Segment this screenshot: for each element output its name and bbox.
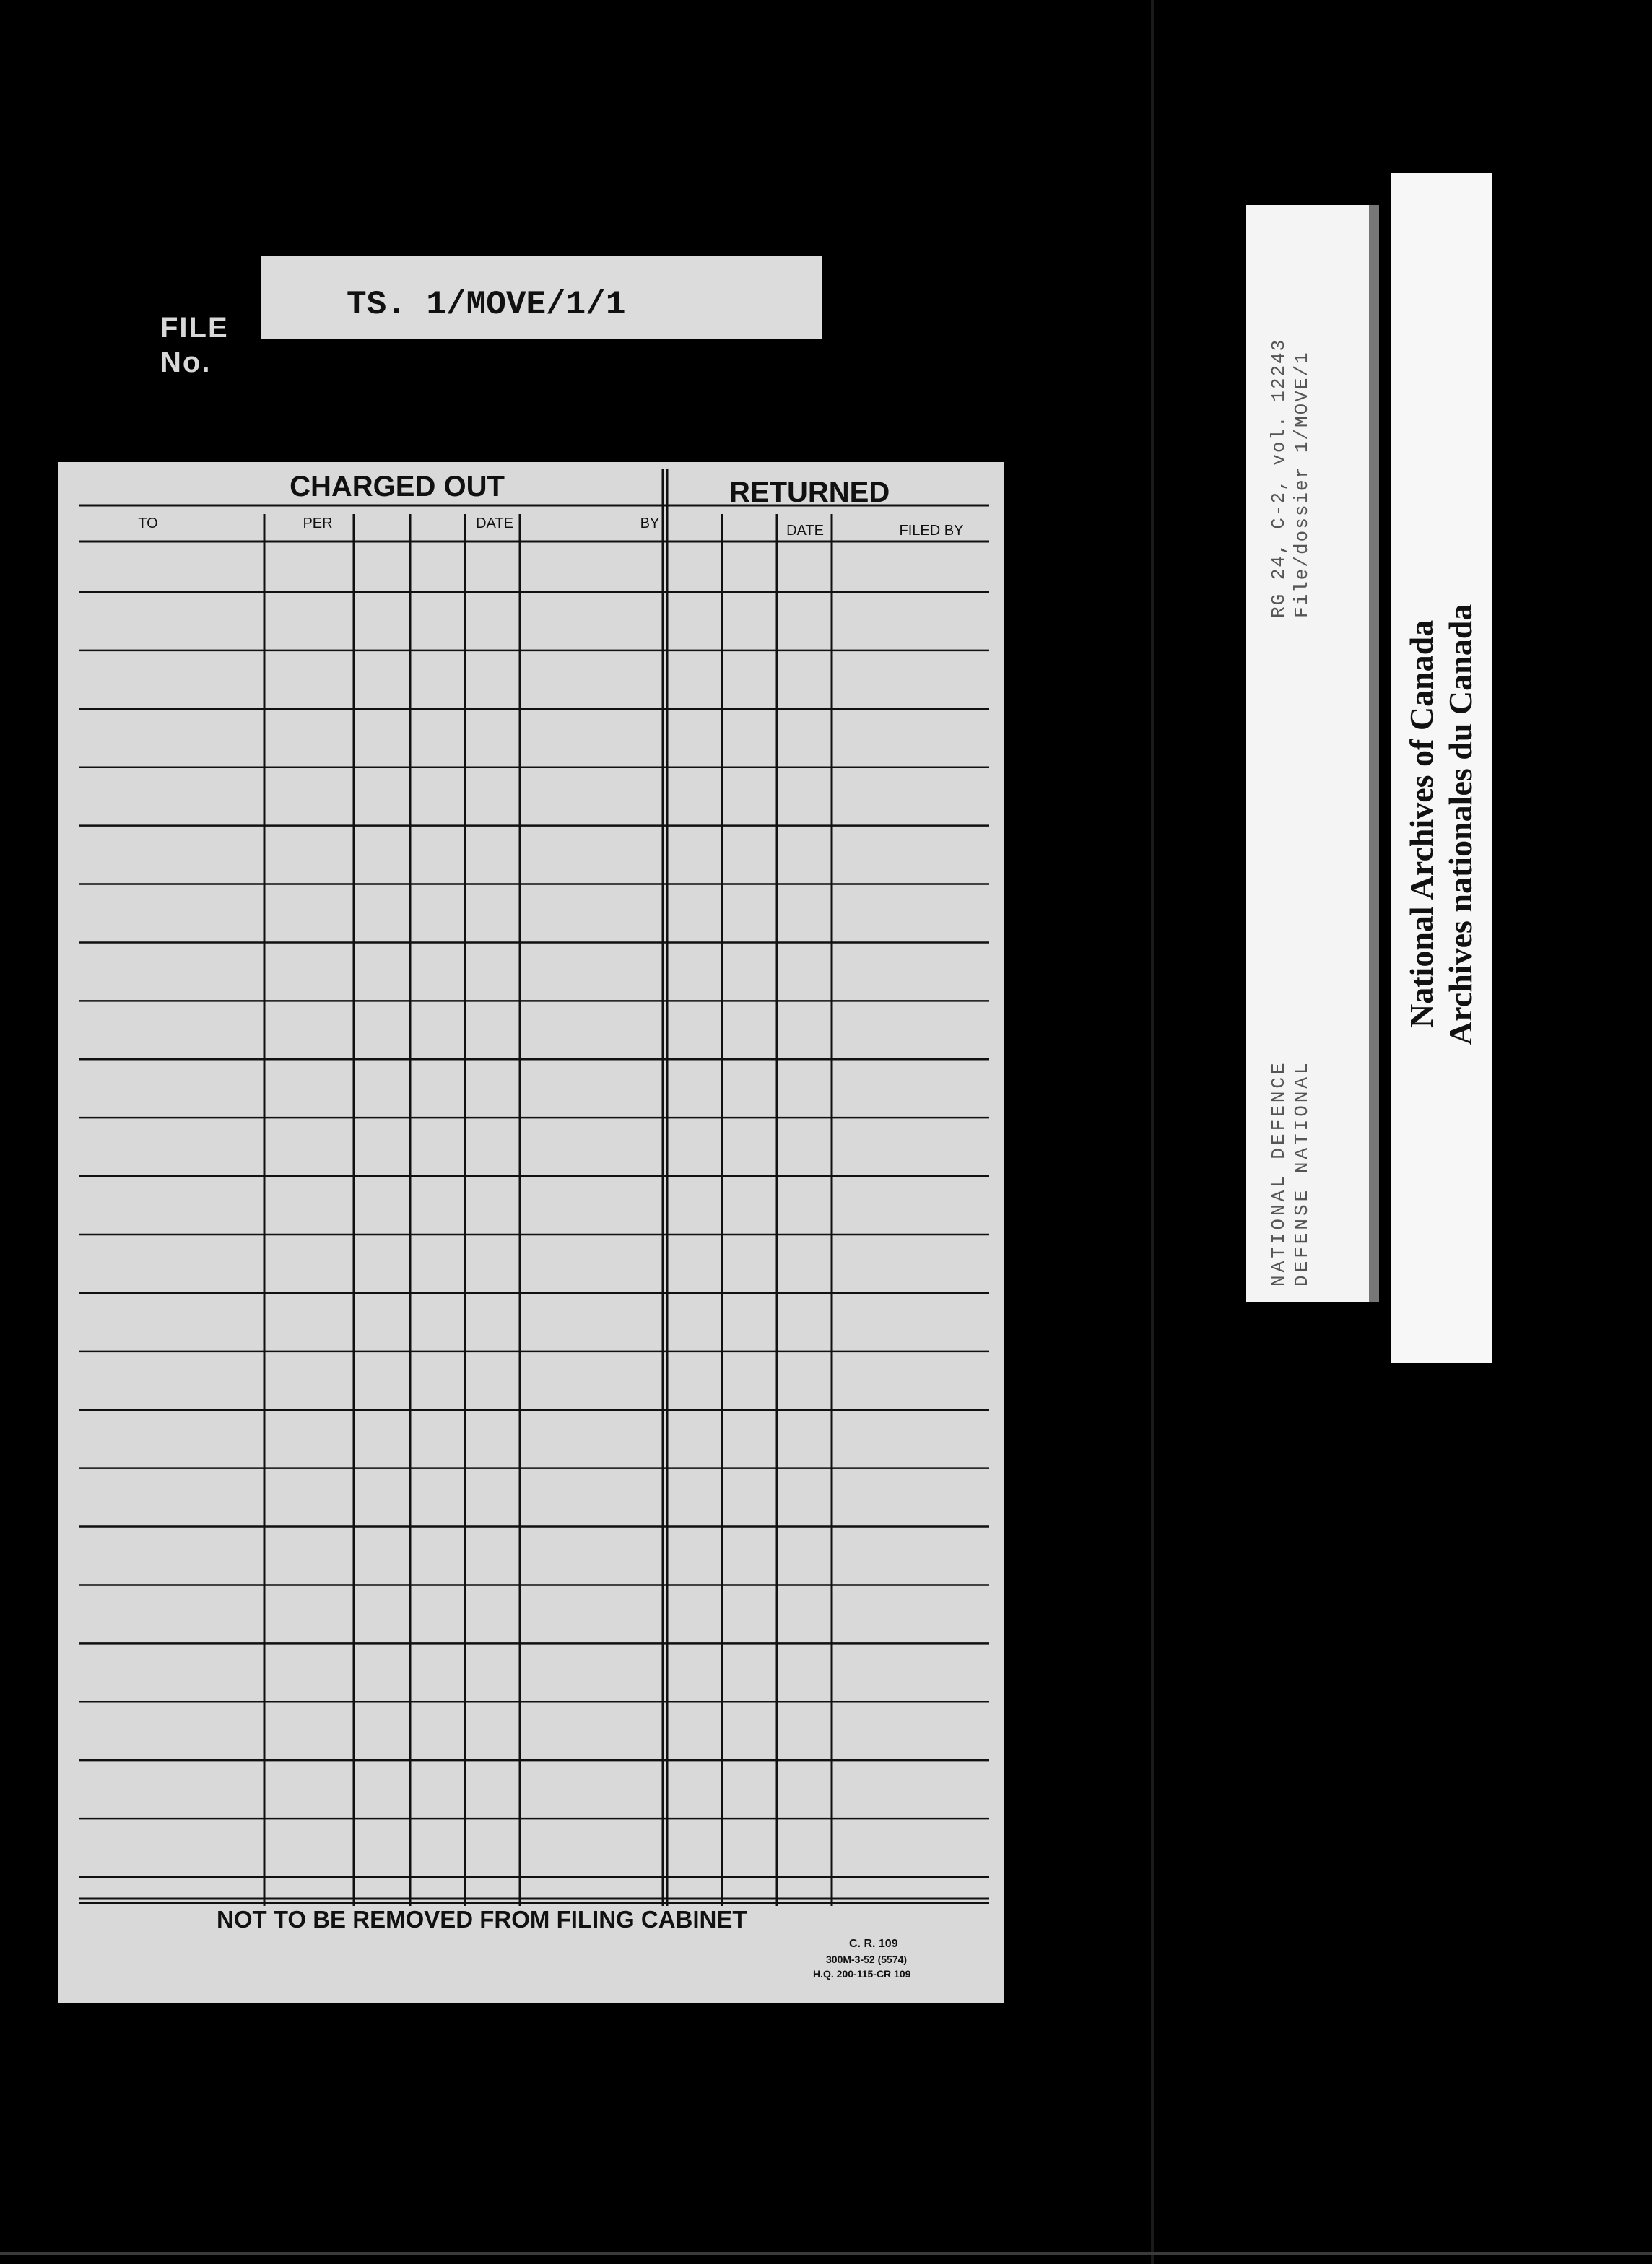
col-date: DATE: [476, 515, 513, 531]
file-no-label: [160, 310, 229, 380]
scan-divider: [1151, 0, 1154, 2264]
file-dossier-reference: File/dossier 1/MOVE/1: [1291, 351, 1313, 618]
archive-name-french: Archives nationales du Canada: [1442, 604, 1479, 1045]
record-group-reference: RG 24, C-2, vol. 12243: [1268, 338, 1290, 618]
archive-name-english: National Archives of Canada: [1403, 619, 1440, 1028]
department-english: NATIONAL DEFENCE: [1268, 1060, 1290, 1286]
form-code-1: C. R. 109: [849, 1938, 898, 1950]
scan-bottom-edge: [0, 2252, 1652, 2255]
col-filed-by: FILED BY: [899, 523, 964, 539]
no-word: No.: [160, 347, 212, 378]
charged-out-heading: CHARGED OUT: [290, 471, 505, 502]
charge-out-card: [58, 462, 1004, 2003]
file-number: TS. 1/MOVE/1/1: [347, 286, 626, 323]
file-word: FILE: [160, 312, 229, 344]
col-returned-date: DATE: [786, 523, 824, 539]
department-french: DEFENSE NATIONAL: [1291, 1060, 1313, 1286]
card-footer-warning: NOT TO BE REMOVED FROM FILING CABINET: [217, 1906, 747, 1933]
form-code-3: H.Q. 200-115-CR 109: [813, 1968, 911, 1980]
col-by: BY: [640, 515, 660, 531]
col-per: PER: [303, 515, 333, 531]
returned-heading: RETURNED: [729, 476, 890, 508]
form-code-2: 300M-3-52 (5574): [826, 1954, 908, 1965]
ledger-grid: [58, 462, 1004, 2003]
strip-shadow: [1369, 205, 1379, 1302]
col-to: TO: [138, 515, 158, 531]
